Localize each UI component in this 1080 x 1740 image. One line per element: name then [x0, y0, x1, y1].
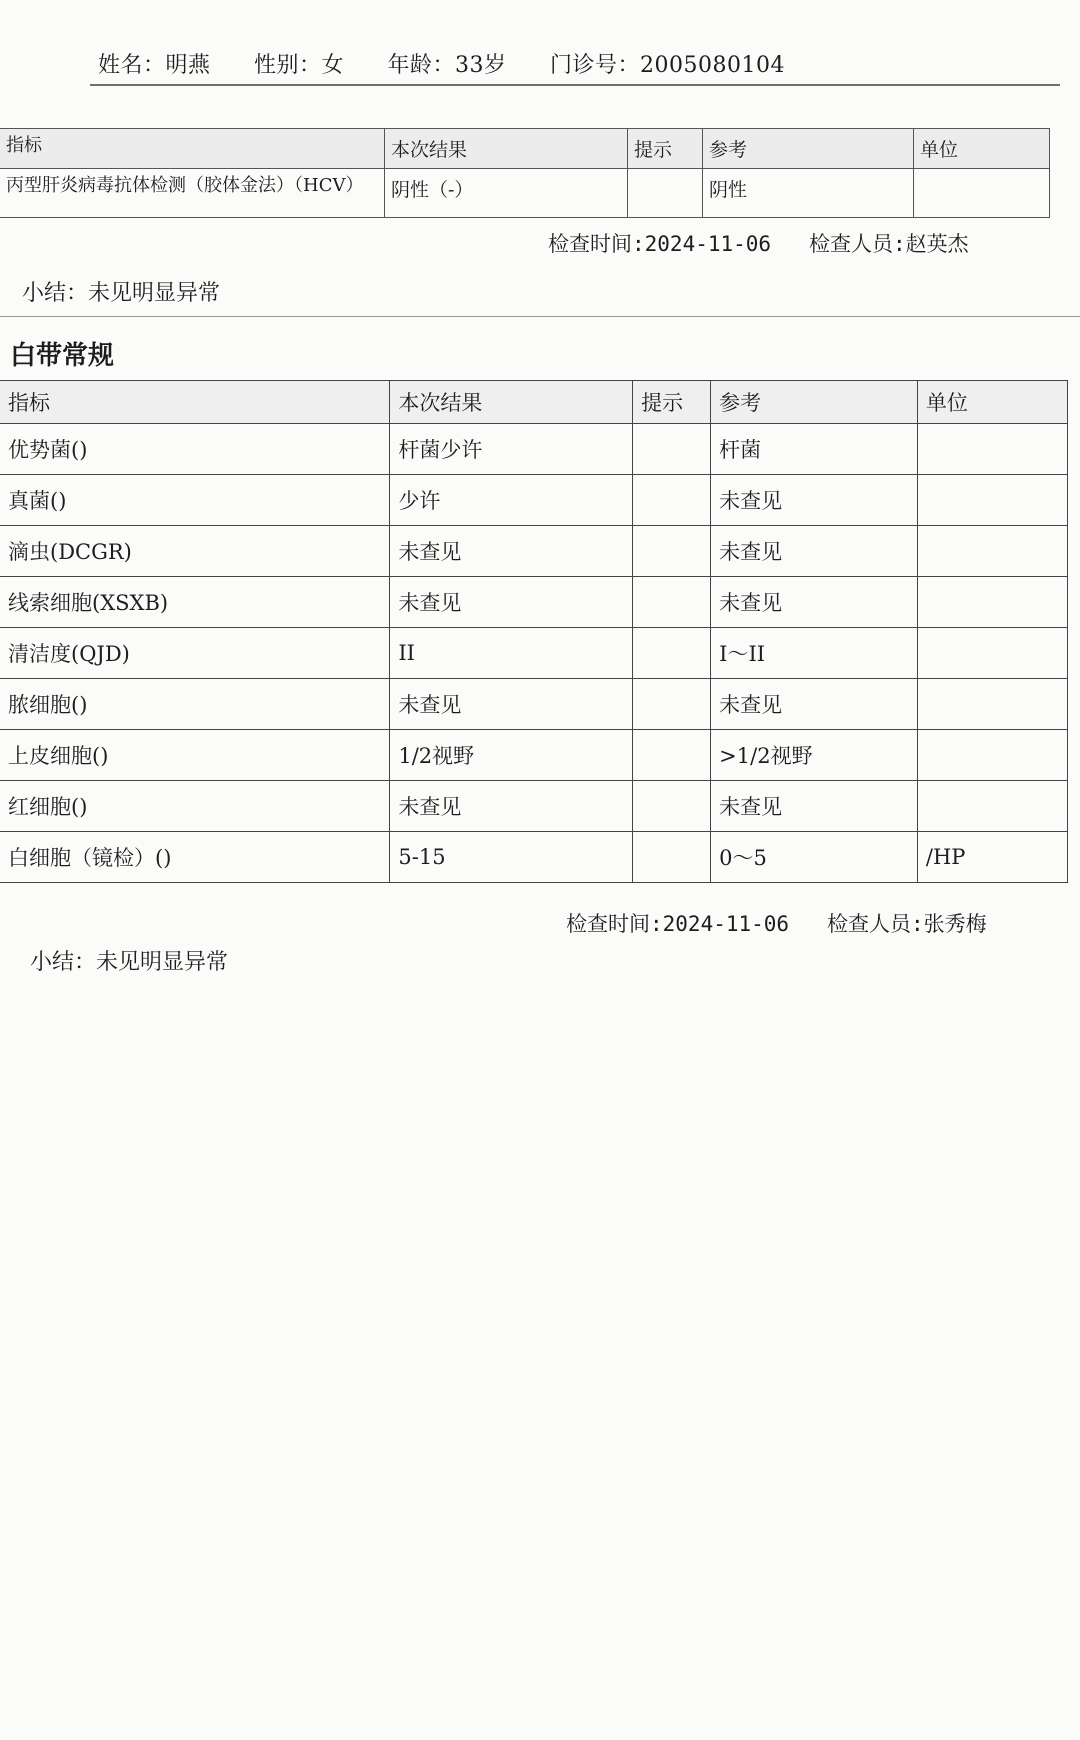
table-row	[0, 526, 1068, 577]
inspector: 检查人员:张秀梅	[827, 912, 987, 936]
table-row	[0, 628, 1068, 679]
cell-reference: 未查见	[711, 526, 918, 577]
table-row	[0, 424, 1068, 475]
cell-result: 5-15	[390, 832, 633, 883]
hcv-results-table	[0, 128, 1050, 218]
leucorrhea-check-info	[566, 908, 987, 938]
table-header-row	[0, 381, 1068, 424]
cell-hint	[633, 424, 711, 475]
cell-unit: /HP	[917, 832, 1067, 883]
cell-hint	[633, 832, 711, 883]
table-row	[0, 781, 1068, 832]
cell-hint	[633, 730, 711, 781]
cell-item: 脓细胞()	[0, 679, 390, 730]
cell-hint	[633, 475, 711, 526]
cell-result: 未查见	[390, 781, 633, 832]
cell-unit	[917, 577, 1067, 628]
column-header-result: 本次结果	[385, 129, 628, 169]
column-header-hint: 提示	[633, 381, 711, 424]
cell-hint	[628, 169, 703, 218]
cell-unit	[917, 730, 1067, 781]
cell-reference: 0～5	[711, 832, 918, 883]
table-header-row	[0, 129, 1050, 169]
table-row	[0, 577, 1068, 628]
column-header-item: 指标	[0, 129, 385, 169]
column-header-reference: 参考	[703, 129, 914, 169]
cell-unit	[917, 424, 1067, 475]
column-header-unit: 单位	[917, 381, 1067, 424]
column-header-result: 本次结果	[390, 381, 633, 424]
header-divider	[90, 84, 1060, 86]
cell-result: 未查见	[390, 577, 633, 628]
cell-result: 阴性（-）	[385, 169, 628, 218]
cell-item: 真菌()	[0, 475, 390, 526]
leucorrhea-summary: 小结：未见明显异常	[30, 950, 229, 975]
patient-name: 姓名：明燕	[98, 53, 211, 78]
cell-hint	[633, 781, 711, 832]
column-header-reference: 参考	[711, 381, 918, 424]
cell-item: 优势菌()	[0, 424, 390, 475]
cell-unit	[914, 169, 1050, 218]
cell-result: 1/2视野	[390, 730, 633, 781]
cell-reference: 未查见	[711, 475, 918, 526]
cell-item: 红细胞()	[0, 781, 390, 832]
cell-result: 少许	[390, 475, 633, 526]
cell-unit	[917, 526, 1067, 577]
cell-unit	[917, 628, 1067, 679]
column-header-item: 指标	[0, 381, 390, 424]
inspector: 检查人员:赵英杰	[809, 232, 969, 256]
cell-item: 白细胞（镜检）()	[0, 832, 390, 883]
cell-reference: 未查见	[711, 781, 918, 832]
leucorrhea-results-table	[0, 380, 1068, 883]
column-header-unit: 单位	[914, 129, 1050, 169]
column-header-hint: 提示	[628, 129, 703, 169]
cell-item: 线索细胞(XSXB)	[0, 577, 390, 628]
cell-item: 丙型肝炎病毒抗体检测（胶体金法）（HCV）	[0, 169, 385, 218]
table-row	[0, 832, 1068, 883]
cell-hint	[633, 628, 711, 679]
cell-item: 清洁度(QJD)	[0, 628, 390, 679]
cell-unit	[917, 781, 1067, 832]
section-title: 白带常规	[10, 341, 115, 371]
table-row	[0, 679, 1068, 730]
cell-result: 杆菌少许	[390, 424, 633, 475]
hcv-check-info	[548, 228, 969, 258]
cell-reference: 杆菌	[711, 424, 918, 475]
patient-age: 年龄：33岁	[387, 53, 507, 78]
table-row	[0, 730, 1068, 781]
patient-info-line	[98, 48, 821, 79]
hcv-summary: 小结：未见明显异常	[22, 281, 221, 306]
cell-unit	[917, 475, 1067, 526]
check-time: 检查时间:2024-11-06	[566, 912, 790, 936]
cell-unit	[917, 679, 1067, 730]
cell-reference: 阴性	[703, 169, 914, 218]
patient-gender: 性别：女	[254, 53, 345, 78]
table-row	[0, 169, 1050, 218]
cell-reference: >1/2视野	[711, 730, 918, 781]
table-row	[0, 475, 1068, 526]
section-divider	[0, 316, 1080, 317]
cell-result: 未查见	[390, 526, 633, 577]
cell-result: 未查见	[390, 679, 633, 730]
patient-clinic-number: 门诊号：2005080104	[550, 53, 786, 78]
cell-reference: I～II	[711, 628, 918, 679]
cell-hint	[633, 526, 711, 577]
cell-hint	[633, 577, 711, 628]
cell-reference: 未查见	[711, 577, 918, 628]
cell-item: 上皮细胞()	[0, 730, 390, 781]
cell-result: II	[390, 628, 633, 679]
cell-item: 滴虫(DCGR)	[0, 526, 390, 577]
cell-reference: 未查见	[711, 679, 918, 730]
check-time: 检查时间:2024-11-06	[548, 232, 772, 256]
cell-hint	[633, 679, 711, 730]
